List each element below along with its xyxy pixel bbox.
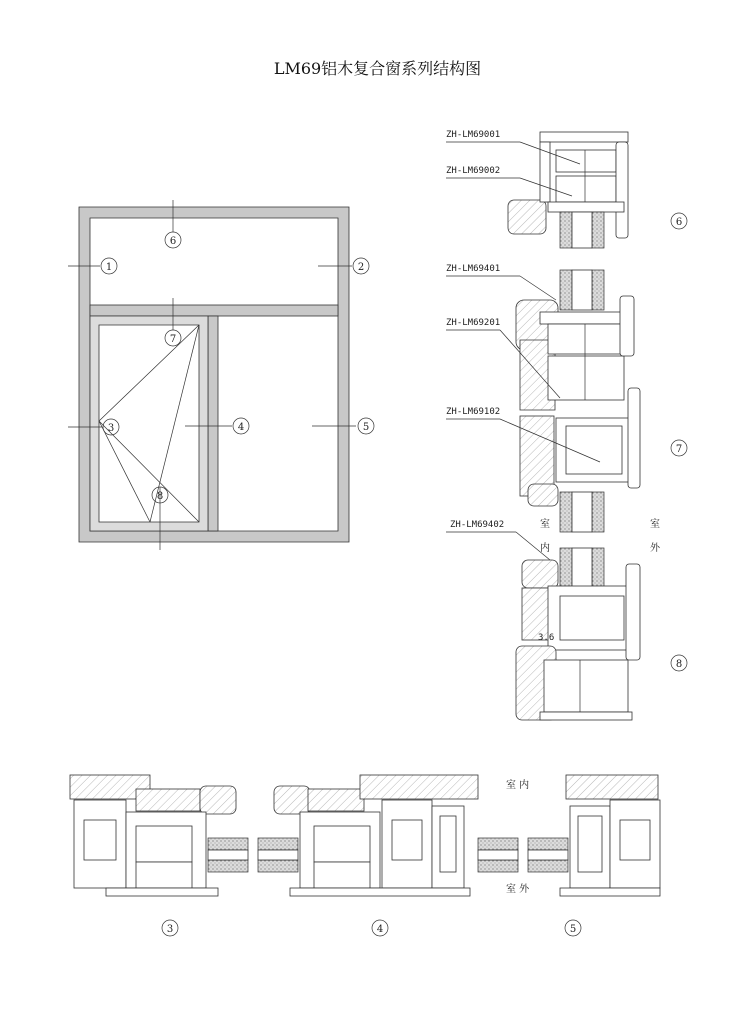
svg-text:2: 2 [357, 262, 365, 273]
svg-text:8: 8 [156, 491, 164, 502]
part-label-zh-lm69002: ZH-LM69002 [446, 166, 501, 176]
section-marker-5 [565, 920, 581, 936]
transom-bar [90, 305, 338, 316]
svg-text:4: 4 [376, 924, 384, 935]
interior-label-1: 室 [540, 519, 550, 530]
sill-section [516, 548, 640, 720]
section-marker-8 [671, 655, 687, 671]
marker-7 [165, 330, 181, 346]
mullion [208, 316, 218, 531]
marker-2 [353, 258, 369, 274]
exterior-label-horizontal: 室 外 [506, 884, 530, 895]
interior-label-2: 内 [540, 543, 550, 554]
svg-text:5: 5 [362, 422, 370, 433]
svg-text:6: 6 [169, 236, 177, 247]
part-label-zh-lm69401: ZH-LM69401 [446, 264, 501, 274]
interior-label-horizontal: 室 内 [506, 780, 530, 791]
svg-text:1: 1 [105, 262, 113, 273]
elevation-view [68, 200, 374, 550]
page-title: LM69铝木复合窗系列结构图 [273, 59, 482, 78]
head-section [508, 132, 628, 248]
opening-line-a [99, 421, 150, 522]
marker-5 [358, 418, 374, 434]
part-label-zh-lm69102: ZH-LM69102 [446, 407, 501, 417]
svg-text:6: 6 [675, 217, 683, 228]
horizontal-section [70, 775, 660, 936]
exterior-label-1: 室 [650, 519, 660, 530]
section-marker-6 [671, 213, 687, 229]
svg-text:3: 3 [166, 924, 174, 935]
section-marker-4 [372, 920, 388, 936]
marker-1 [101, 258, 117, 274]
transom-section [516, 270, 640, 532]
svg-text:4: 4 [237, 422, 245, 433]
section-marker-3 [162, 920, 178, 936]
marker-4 [233, 418, 249, 434]
section-marker-7 [671, 440, 687, 456]
svg-text:3: 3 [107, 423, 115, 434]
dimension-text: 3.6 [538, 633, 555, 643]
svg-text:7: 7 [675, 444, 683, 455]
vertical-section [446, 130, 687, 720]
svg-text:7: 7 [169, 334, 177, 345]
svg-text:8: 8 [675, 659, 683, 670]
part-label-zh-lm69201: ZH-LM69201 [446, 318, 501, 328]
exterior-label-2: 外 [650, 543, 660, 554]
svg-text:5: 5 [569, 924, 577, 935]
part-label-zh-lm69001: ZH-LM69001 [446, 130, 501, 140]
part-label-zh-lm69402: ZH-LM69402 [450, 520, 505, 530]
marker-6 [165, 232, 181, 248]
